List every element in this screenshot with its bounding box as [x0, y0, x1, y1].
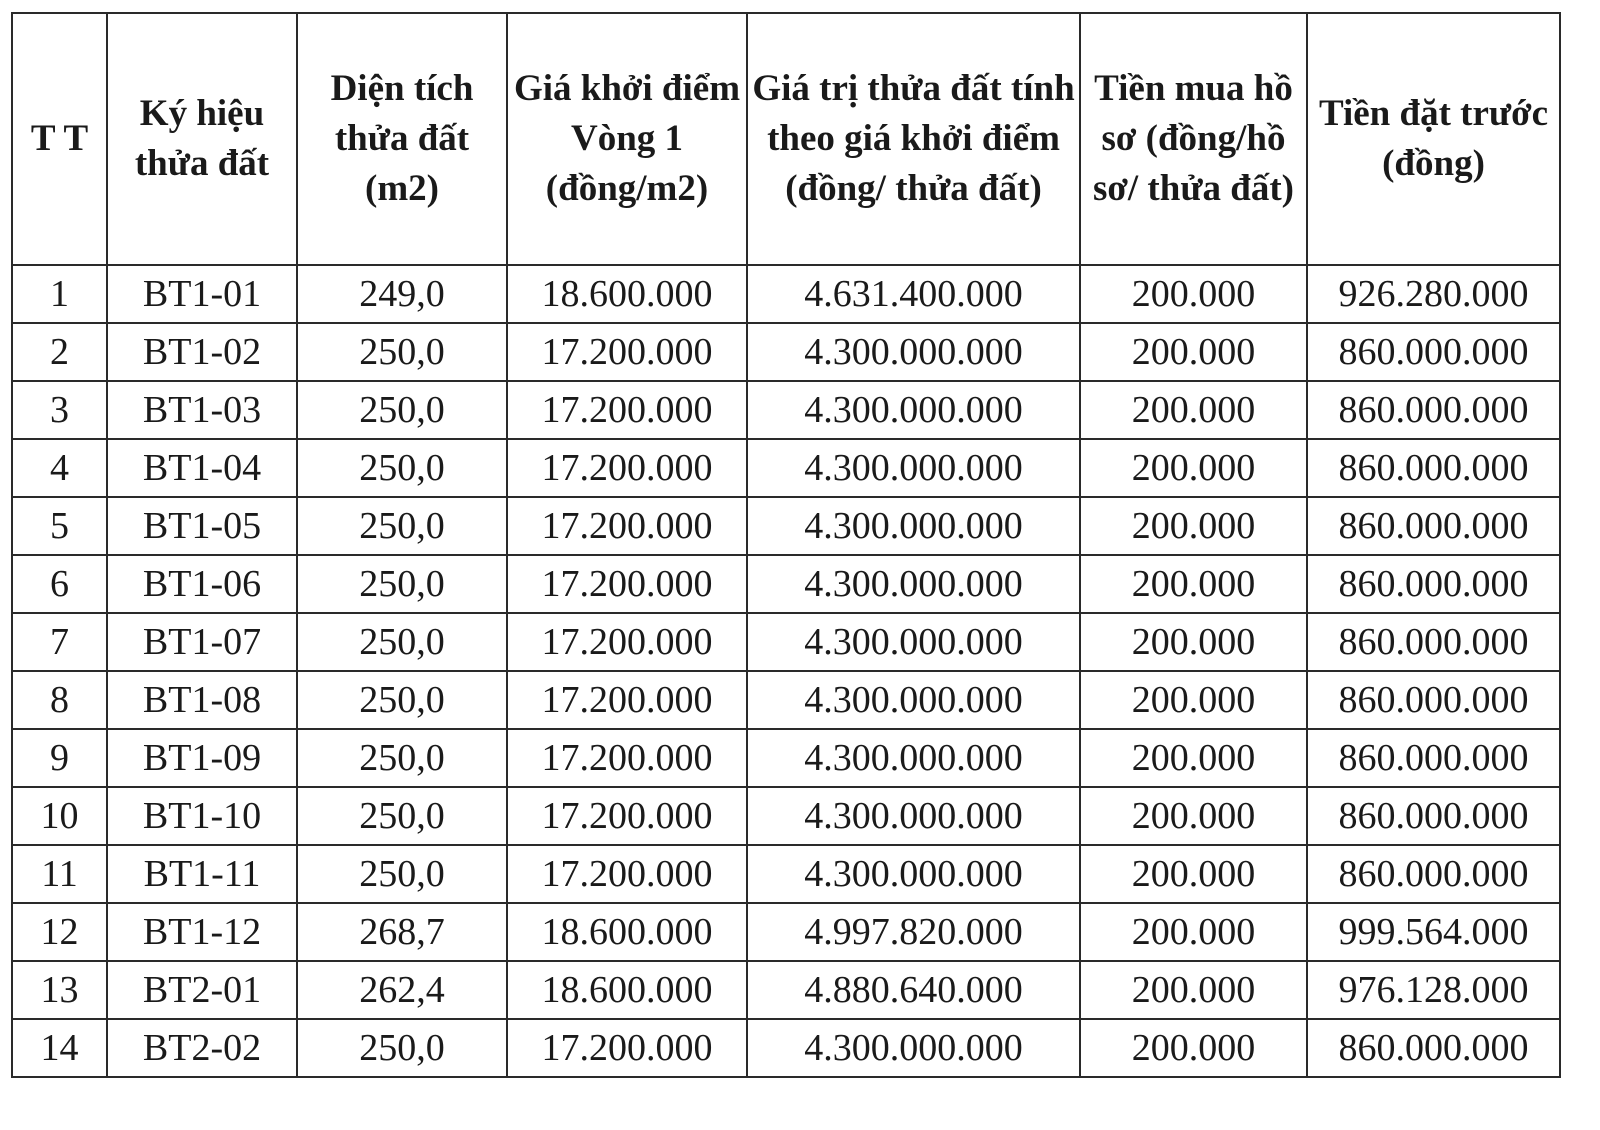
- cell-plot-value: 4.997.820.000: [747, 903, 1080, 961]
- cell-area: 250,0: [297, 613, 507, 671]
- table-row: [12, 1019, 1560, 1077]
- cell-area: 268,7: [297, 903, 507, 961]
- cell-area: 250,0: [297, 497, 507, 555]
- cell-tt: 12: [12, 903, 107, 961]
- cell-area: 250,0: [297, 381, 507, 439]
- table-row: [12, 439, 1560, 497]
- cell-deposit: 860.000.000: [1307, 845, 1560, 903]
- cell-plot-code: BT1-01: [107, 265, 297, 323]
- cell-dossier-fee: 200.000: [1080, 613, 1307, 671]
- cell-plot-code: BT2-02: [107, 1019, 297, 1077]
- table-row: [12, 381, 1560, 439]
- cell-dossier-fee: 200.000: [1080, 555, 1307, 613]
- cell-starting-price: 17.200.000: [507, 729, 747, 787]
- table-row: [12, 497, 1560, 555]
- cell-plot-code: BT1-11: [107, 845, 297, 903]
- header-plot-code: Ký hiệu thửa đất: [107, 13, 297, 265]
- cell-area: 250,0: [297, 845, 507, 903]
- table-row: [12, 265, 1560, 323]
- cell-plot-code: BT1-10: [107, 787, 297, 845]
- cell-plot-value: 4.300.000.000: [747, 381, 1080, 439]
- table-row: [12, 787, 1560, 845]
- cell-tt: 10: [12, 787, 107, 845]
- cell-dossier-fee: 200.000: [1080, 961, 1307, 1019]
- header-deposit: Tiền đặt trước (đồng): [1307, 13, 1560, 265]
- cell-starting-price: 17.200.000: [507, 845, 747, 903]
- cell-dossier-fee: 200.000: [1080, 787, 1307, 845]
- cell-plot-value: 4.300.000.000: [747, 787, 1080, 845]
- cell-plot-code: BT2-01: [107, 961, 297, 1019]
- cell-tt: 4: [12, 439, 107, 497]
- cell-deposit: 999.564.000: [1307, 903, 1560, 961]
- table-row: [12, 845, 1560, 903]
- cell-dossier-fee: 200.000: [1080, 439, 1307, 497]
- cell-area: 250,0: [297, 439, 507, 497]
- cell-plot-code: BT1-03: [107, 381, 297, 439]
- cell-tt: 14: [12, 1019, 107, 1077]
- cell-tt: 6: [12, 555, 107, 613]
- cell-plot-code: BT1-08: [107, 671, 297, 729]
- cell-area: 262,4: [297, 961, 507, 1019]
- cell-area: 250,0: [297, 671, 507, 729]
- cell-deposit: 860.000.000: [1307, 613, 1560, 671]
- cell-starting-price: 17.200.000: [507, 787, 747, 845]
- header-starting-price: Giá khởi điểm Vòng 1 (đồng/m2): [507, 13, 747, 265]
- cell-starting-price: 17.200.000: [507, 497, 747, 555]
- cell-plot-value: 4.300.000.000: [747, 323, 1080, 381]
- cell-area: 250,0: [297, 729, 507, 787]
- cell-tt: 9: [12, 729, 107, 787]
- table-row: [12, 729, 1560, 787]
- cell-deposit: 860.000.000: [1307, 497, 1560, 555]
- cell-tt: 8: [12, 671, 107, 729]
- cell-deposit: 860.000.000: [1307, 787, 1560, 845]
- table-row: [12, 613, 1560, 671]
- header-row: [12, 13, 1560, 265]
- cell-plot-code: BT1-04: [107, 439, 297, 497]
- cell-plot-code: BT1-05: [107, 497, 297, 555]
- cell-tt: 11: [12, 845, 107, 903]
- table-row: [12, 961, 1560, 1019]
- cell-dossier-fee: 200.000: [1080, 671, 1307, 729]
- cell-plot-value: 4.300.000.000: [747, 729, 1080, 787]
- cell-plot-value: 4.300.000.000: [747, 671, 1080, 729]
- cell-starting-price: 17.200.000: [507, 1019, 747, 1077]
- cell-area: 250,0: [297, 787, 507, 845]
- cell-starting-price: 17.200.000: [507, 555, 747, 613]
- cell-dossier-fee: 200.000: [1080, 265, 1307, 323]
- cell-area: 250,0: [297, 323, 507, 381]
- land-plot-table: [11, 12, 1561, 1078]
- header-area: Diện tích thửa đất (m2): [297, 13, 507, 265]
- cell-tt: 3: [12, 381, 107, 439]
- header-tt: T T: [12, 13, 107, 265]
- cell-dossier-fee: 200.000: [1080, 381, 1307, 439]
- cell-plot-code: BT1-09: [107, 729, 297, 787]
- cell-starting-price: 17.200.000: [507, 439, 747, 497]
- cell-area: 249,0: [297, 265, 507, 323]
- cell-plot-code: BT1-12: [107, 903, 297, 961]
- cell-tt: 2: [12, 323, 107, 381]
- cell-starting-price: 18.600.000: [507, 903, 747, 961]
- cell-tt: 7: [12, 613, 107, 671]
- table-row: [12, 671, 1560, 729]
- cell-plot-value: 4.880.640.000: [747, 961, 1080, 1019]
- cell-plot-value: 4.300.000.000: [747, 845, 1080, 903]
- cell-dossier-fee: 200.000: [1080, 1019, 1307, 1077]
- cell-deposit: 860.000.000: [1307, 381, 1560, 439]
- cell-starting-price: 17.200.000: [507, 323, 747, 381]
- cell-plot-value: 4.300.000.000: [747, 439, 1080, 497]
- cell-starting-price: 17.200.000: [507, 381, 747, 439]
- cell-deposit: 860.000.000: [1307, 555, 1560, 613]
- header-plot-value: Giá trị thửa đất tính theo giá khởi điểm (đồng/ thửa đất): [747, 13, 1080, 265]
- table-body: [12, 265, 1560, 1077]
- cell-plot-value: 4.300.000.000: [747, 497, 1080, 555]
- cell-plot-code: BT1-02: [107, 323, 297, 381]
- cell-plot-value: 4.631.400.000: [747, 265, 1080, 323]
- cell-starting-price: 17.200.000: [507, 671, 747, 729]
- cell-deposit: 860.000.000: [1307, 1019, 1560, 1077]
- table-row: [12, 323, 1560, 381]
- table-row: [12, 555, 1560, 613]
- cell-dossier-fee: 200.000: [1080, 729, 1307, 787]
- cell-area: 250,0: [297, 1019, 507, 1077]
- cell-deposit: 860.000.000: [1307, 729, 1560, 787]
- cell-plot-value: 4.300.000.000: [747, 613, 1080, 671]
- header-dossier-fee: Tiền mua hồ sơ (đồng/hồ sơ/ thửa đất): [1080, 13, 1307, 265]
- cell-deposit: 860.000.000: [1307, 671, 1560, 729]
- cell-dossier-fee: 200.000: [1080, 497, 1307, 555]
- cell-deposit: 860.000.000: [1307, 439, 1560, 497]
- cell-deposit: 926.280.000: [1307, 265, 1560, 323]
- cell-plot-value: 4.300.000.000: [747, 1019, 1080, 1077]
- cell-tt: 1: [12, 265, 107, 323]
- cell-dossier-fee: 200.000: [1080, 323, 1307, 381]
- cell-starting-price: 18.600.000: [507, 265, 747, 323]
- cell-tt: 13: [12, 961, 107, 1019]
- cell-area: 250,0: [297, 555, 507, 613]
- table-row: [12, 903, 1560, 961]
- cell-deposit: 976.128.000: [1307, 961, 1560, 1019]
- cell-dossier-fee: 200.000: [1080, 903, 1307, 961]
- cell-deposit: 860.000.000: [1307, 323, 1560, 381]
- cell-dossier-fee: 200.000: [1080, 845, 1307, 903]
- cell-tt: 5: [12, 497, 107, 555]
- cell-plot-code: BT1-07: [107, 613, 297, 671]
- cell-starting-price: 17.200.000: [507, 613, 747, 671]
- cell-plot-code: BT1-06: [107, 555, 297, 613]
- cell-plot-value: 4.300.000.000: [747, 555, 1080, 613]
- cell-starting-price: 18.600.000: [507, 961, 747, 1019]
